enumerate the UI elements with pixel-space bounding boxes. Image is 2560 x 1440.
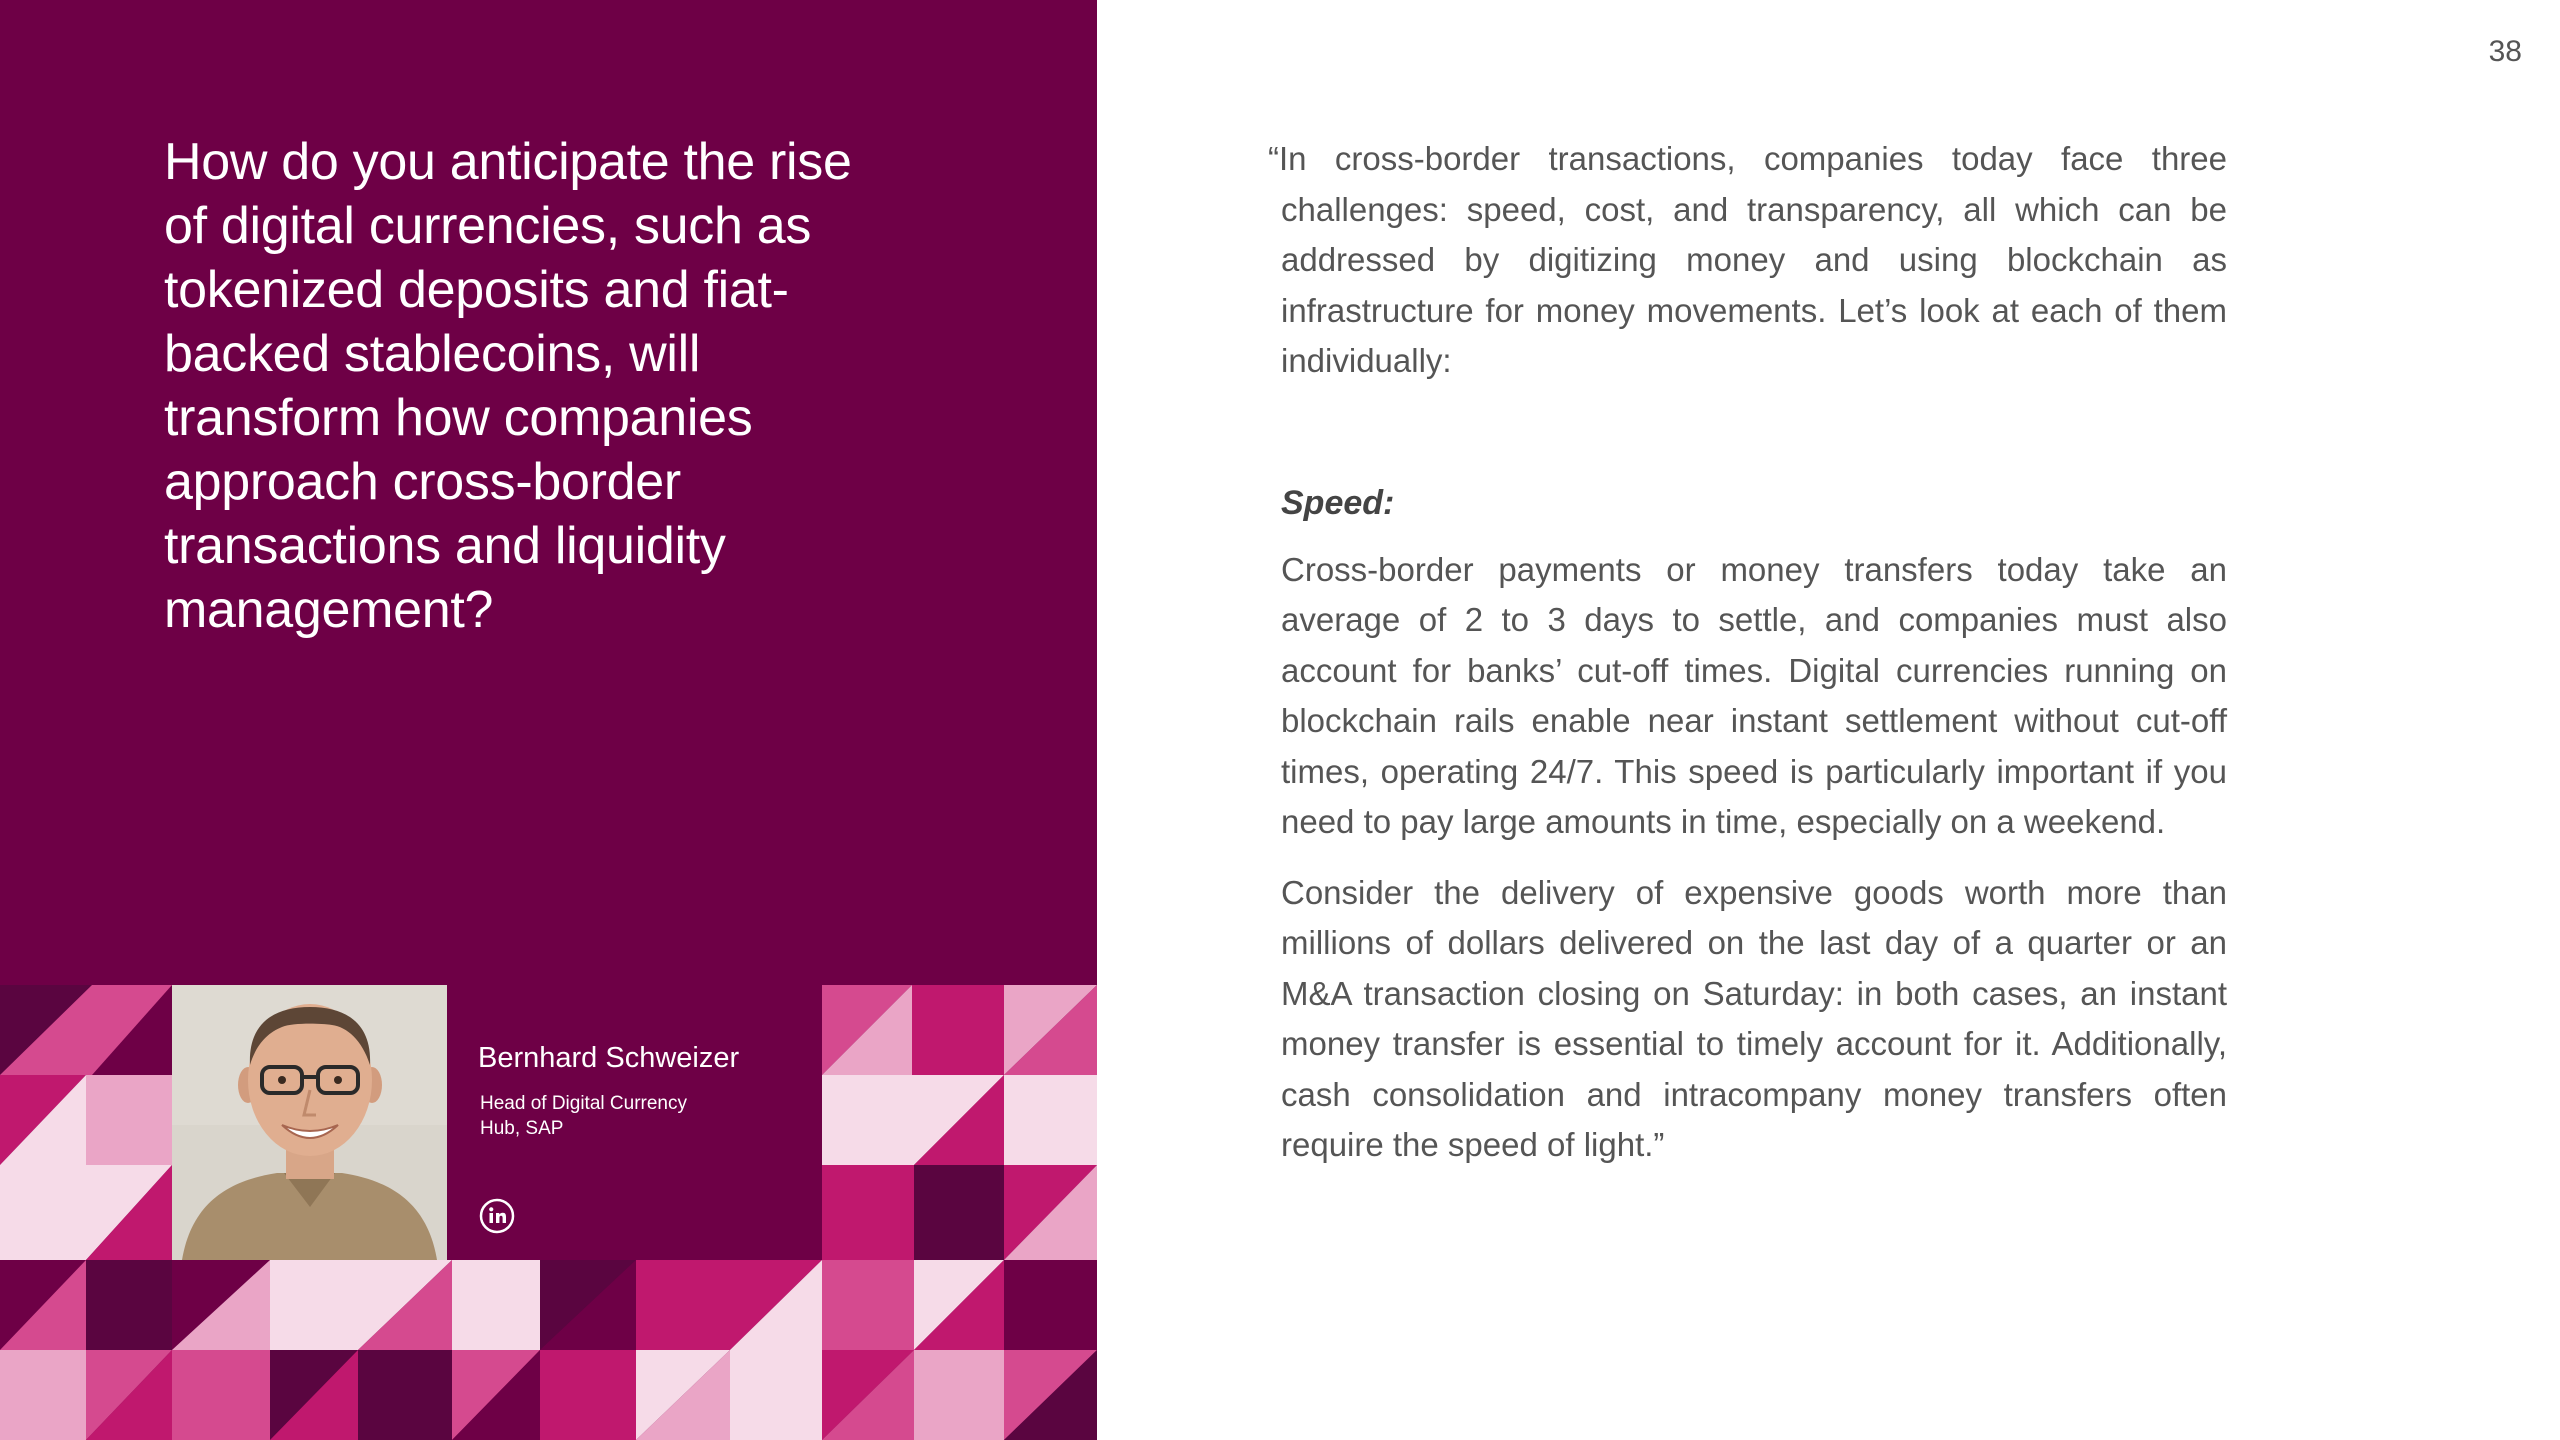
answer-text bbox=[1268, 134, 2227, 1171]
person-name: Bernhard Schweizer bbox=[478, 1042, 740, 1074]
person-role: Head of Digital Currency Hub, SAP bbox=[480, 1093, 687, 1139]
speed-heading: Speed: bbox=[1281, 483, 1395, 522]
linkedin-icon[interactable] bbox=[479, 1198, 515, 1234]
portrait-photo bbox=[172, 985, 447, 1260]
left-panel bbox=[0, 0, 1097, 1440]
page-number: 38 bbox=[2488, 35, 2522, 68]
interview-question: How do you anticipate the rise of digital currencies, such as tokenized deposits and fiat-backed stablecoins, will transform how companies approach cross-border transactions and liquidity management? bbox=[164, 133, 852, 639]
consider-paragraph: Consider the delivery of expensive goods worth more than millions of dollars delivered on the last day of a quarter or an M&A transaction closing on Saturday: in both cases, an instant money transfer is essential to timely account for it. Additionally, cash consolidation and intracompany money transfers often require the speed of light.” bbox=[1281, 873, 2227, 1163]
intro-paragraph: “In cross-border transactions, companies today face three challenges: speed, cost, and transparency, all which can be addressed by digitizing money and using blockchain as infrastructure for money movements. Let’s look at each of them individually: bbox=[1268, 140, 2227, 379]
speed-paragraph: Cross-border payments or money transfers today take an average of 2 to 3 days to settle, and companies must also account for banks’ cut-off times. Digital currencies running on blockchain rails enable near instant settlement without cut-off times, operating 24/7. This speed is particularly important if you need to pay large amounts in time, especially on a weekend. bbox=[1281, 550, 2227, 840]
